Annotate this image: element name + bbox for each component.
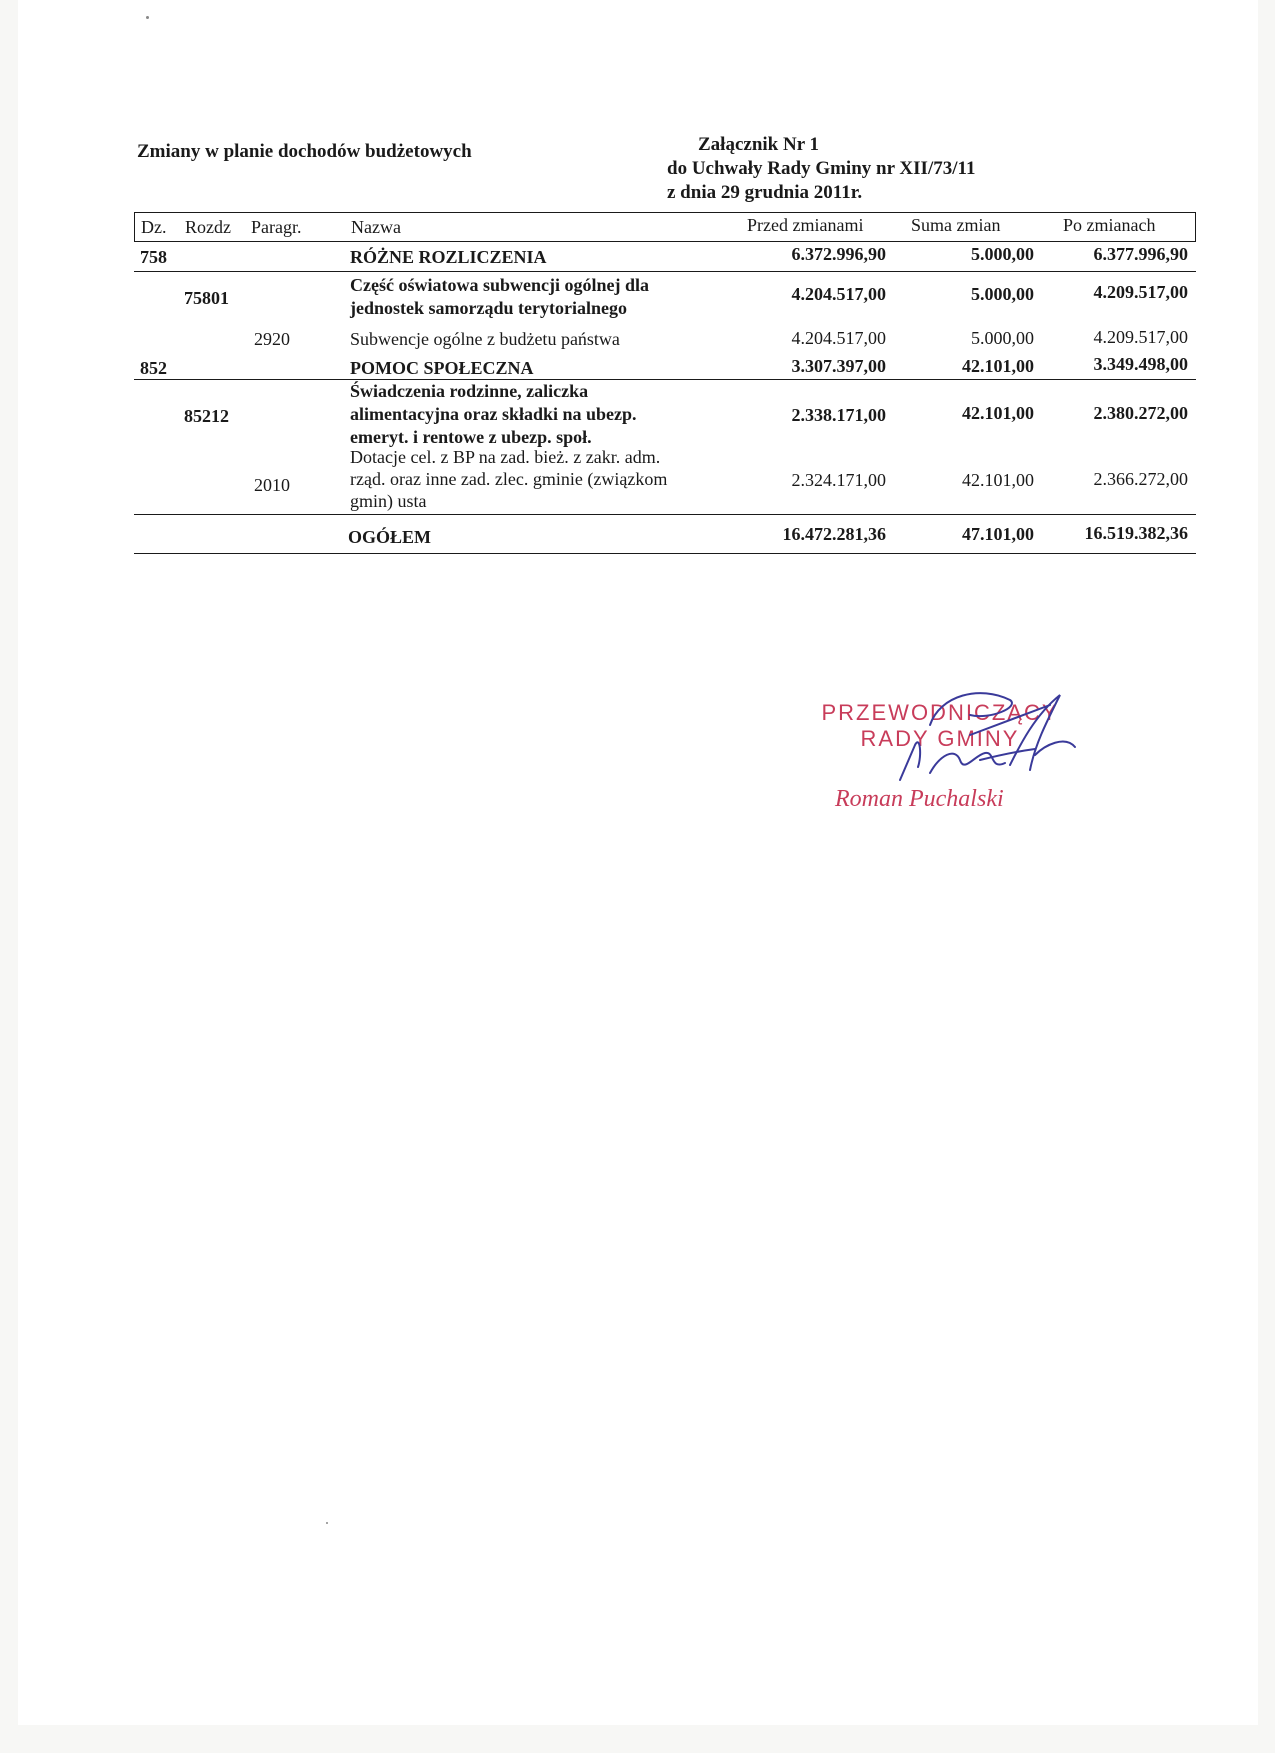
cell-paragr: 2920 [254,329,290,349]
cell-suma: 42.101,00 [962,470,1034,490]
total-label: OGÓŁEM [348,527,432,547]
cell-przed: 2.324.171,00 [791,470,886,490]
table-row [134,447,1196,517]
header-nazwa: Nazwa [351,217,401,237]
chairman-stamp [800,700,1100,820]
table-row [134,324,1196,353]
table-row [134,353,1196,380]
total-suma: 47.101,00 [962,524,1034,544]
cell-przed: 2.338.171,00 [791,405,886,425]
cell-przed: 3.307.397,00 [791,356,886,376]
budget-table [134,212,1196,555]
row-divider [134,514,1196,515]
stamp-line2: RADY GMINY [860,726,1020,751]
cell-suma: 42.101,00 [962,403,1034,423]
cell-rozdz: 75801 [184,288,229,308]
cell-po: 4.209.517,00 [1093,282,1188,302]
cell-przed: 6.372.996,90 [791,244,886,264]
annex-block [667,133,975,205]
annex-number: Załącznik Nr 1 [698,134,820,155]
cell-po: 2.380.272,00 [1093,403,1188,423]
cell-nazwa-line1: Część oświatowa subwencji ogólnej dla [350,275,649,295]
cell-po: 3.349.498,00 [1093,354,1188,374]
cell-nazwa-line3: gmin) usta [350,491,427,511]
header-przed: Przed zmianami [747,215,864,235]
cell-paragr: 2010 [254,475,290,495]
cell-nazwa-line2: jednostek samorządu terytorialnego [350,298,627,318]
cell-suma: 5.000,00 [971,328,1034,348]
table-row [134,272,1196,324]
cell-nazwa-line2: rząd. oraz inne zad. zlec. gminie (związkom [350,469,668,489]
cell-nazwa-line3: emeryt. i rentowe z ubezp. społ. [350,427,592,447]
table-total-row [134,517,1196,555]
cell-nazwa: RÓŻNE ROZLICZENIA [350,247,547,267]
header-po: Po zmianach [1063,215,1156,235]
scan-speck [326,1522,328,1524]
scan-speck [146,16,149,19]
cell-po: 2.366.272,00 [1093,469,1188,489]
cell-nazwa-line1: Świadczenia rodzinne, zaliczka [350,381,589,401]
header-suma: Suma zmian [911,215,1001,235]
header-paragr: Paragr. [251,217,302,237]
cell-przed: 4.204.517,00 [791,328,886,348]
total-po: 16.519.382,36 [1084,523,1188,543]
cell-po: 4.209.517,00 [1093,327,1188,347]
table-row [134,380,1196,450]
cell-przed: 4.204.517,00 [791,284,886,304]
handwritten-signature [860,685,1100,795]
annex-resolution: do Uchwały Rady Gminy nr XII/73/11 [667,158,976,179]
cell-nazwa: Subwencje ogólne z budżetu państwa [350,329,620,349]
cell-nazwa: POMOC SPOŁECZNA [350,358,534,378]
header-rozdz: Rozdz [185,217,231,237]
cell-suma: 5.000,00 [971,284,1034,304]
table-bottom-line [134,553,1196,554]
cell-dz: 758 [140,247,167,267]
cell-nazwa-line1: Dotacje cel. z BP na zad. bież. z zakr. adm. [350,447,661,467]
total-przed: 16.472.281,36 [782,524,886,544]
cell-dz: 852 [140,358,167,378]
stamp-signatory-name: Roman Puchalski [835,786,1004,812]
table-header [134,212,1196,242]
stamp-line1: PRZEWODNICZĄCY [821,700,1059,725]
table-row [134,242,1196,272]
cell-po: 6.377.996,90 [1093,244,1188,264]
annex-date: z dnia 29 grudnia 2011r. [667,182,863,203]
cell-suma: 42.101,00 [962,356,1034,376]
header-dz: Dz. [141,217,167,237]
document-title: Zmiany w planie dochodów budżetowych [137,141,472,162]
cell-rozdz: 85212 [184,406,229,426]
cell-nazwa-line2: alimentacyjna oraz składki na ubezp. [350,404,637,424]
cell-suma: 5.000,00 [971,244,1034,264]
